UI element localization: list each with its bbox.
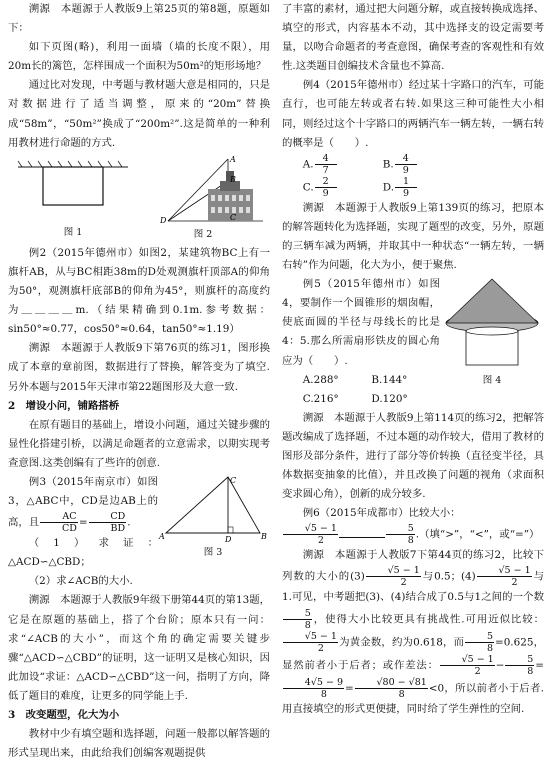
example-6: 例6（2015年成都市）比较大小： $\frac{√5 - 1}{2}$ $\frac{5}{8}$ .（填“>”，“<”，或“=”）: [282, 504, 544, 546]
example-2: 例2（2015年德州市）如图2，某建筑物BC上有一旗杆AB，从与BC相距38m的D处观测旗杆顶部A的仰角为50°，观测旗杆底部B的仰角为45°，则旗杆的高度约为＿＿＿＿m.（结果精确到0.1m.参考数据：sin50°≈0.77，cos50°≈0.64，tan50°≈1.19）: [8, 246, 270, 336]
left-p2: 如下页图(略)，利用一面墙（墙的长度不限），用20m长的篱笆，怎样围成一个面积为50m²的矩形场地？: [8, 41, 270, 73]
svg-text:A: A: [159, 531, 165, 541]
example-5: 例5（2015年德州市）如图4，要制作一个圆锥形的烟囱帽，使底面圆的半径与母线长的比是4：5.那么所需扇形铁皮的圆心角应为（ ）.: [282, 278, 440, 367]
label-a: A: [230, 154, 236, 164]
option5-b: B.144°: [371, 373, 408, 386]
building-flagpole-diagram: [138, 153, 268, 225]
right-p4: 溯源 本题源于人教版7下第44页的练习2，比较下列数的大小的(3) $\frac{√5 - 1}{2}$ 与0.5；(4) $\frac{√5 - 1}{2}$ 与1.可见，中考题把(3)、(4)结合成了0.5与1之间的一个数 $\frac{5}{8}$ ，使得大小比较更具有挑战性.可用近似比较： $\frac{√5 - 1}{2}$ 为黄金数，约为0.618，而 $\frac{5}{8}$ =0.625，显然前者小于后者；或作差法： $\frac{√5 - 1}{2}$ − $\frac{5}{8}$ = $\frac{4√5 - 9}{8}$ = $\frac{√80 - √81}{8}$ <0，所以前者小于后者.用直接填空的形式更便捷，同时给了学生弹性的空间.: [282, 549, 544, 715]
example-5-options: [282, 371, 440, 409]
label-c: C: [230, 212, 237, 222]
left-p7: 教材中少有填空题和选择题，问题一般都以解答题的形式呈现出来，由此给我们创编客观题提供: [8, 728, 270, 760]
option-d: D. $\frac{1}{9}$: [383, 176, 463, 199]
right-p2: 溯源 本题源于人教版9上第139页的练习，把原本的解答题转化为选择题，实现了题型的改变，另外，原题的三辆车减为两辆，并取其中一种状态“一辆左转，一辆右转”作为问题，化大为小，便于聚焦.: [282, 201, 544, 272]
right-column: [282, 0, 544, 768]
option5-a: A.288°: [302, 373, 339, 386]
right-p3: 溯源 本题源于人教版9上第114页的练习2，把解答题改编成了选择题，不过本题的动作较大，借用了教材的图形及部分条件，进行了部分等价转换（直径变半径，具体数据变抽象的比值），并且改换了问题的视角（求面积变求圆心角），创新的成分较多.: [282, 411, 544, 501]
answer-blank: [339, 527, 385, 538]
label-d: D: [160, 215, 167, 225]
example-3-stem: 例3（2015年南京市）如图3，△ABC中，CD是边AB上的高，且: [8, 475, 158, 529]
left-p6: 溯源 本题源于人教版9年级下册第44页的第13题，它是在原题的基础上，搭了个台阶；原本只有一问：求“∠ACB的大小”，而这个角的确定需要关键步骤“△ACD∽△CBD”的证明，这一证明又是核心知识，因此加设“求证：△ACD∽△CBD”这一问，指明了方向，降低了题目的难度，让更多的同学能上手.: [8, 594, 270, 702]
figure-1-caption: 图 1: [63, 226, 83, 238]
left-p5: 在原有题目的基础上，增设小问题，通过关键步骤的显性化搭建引桥，以满足命题者的立意需求，以期实现考查意图.这类创编有了些许的创意.: [8, 418, 270, 469]
question-1: （1）求证：△ACD∽△CBD；: [8, 537, 158, 569]
section-heading-2: 2 增设小问，铺路搭桥: [8, 399, 120, 412]
example-5-block: [282, 275, 544, 409]
question-2: （2）求∠ACB的大小.: [28, 575, 133, 588]
figure-2-caption: 图 2: [193, 228, 213, 240]
figure-3-caption: 图 3: [203, 546, 223, 558]
option-b: B. $\frac{4}{9}$: [383, 153, 463, 176]
option5-d: D.120°: [371, 392, 408, 405]
figure-2: [138, 153, 268, 244]
triangle-altitude-diagram: [158, 473, 268, 543]
fraction-ac-cd: $\frac{AC}{CD}$: [40, 511, 78, 534]
svg-text:C: C: [230, 475, 237, 485]
wall-fence-diagram: [8, 153, 138, 223]
left-column: [8, 0, 270, 768]
left-p4: 溯源 本题源于人教版9下第76页的练习1，图形换成了本章的章前图，数据进行了替换，解答变为了填空.另外本题与2015年天津市第22题图形及大意一致.: [8, 342, 270, 393]
figure-4: [440, 275, 544, 409]
figure-1: [8, 153, 138, 244]
right-p1: 了丰富的素材，通过把大问题分解，或直接转换成选择、填空的形式，内容基本不动，其中选择支的设定需要考量，以吻合命题者的考查意图，确保考查的客观性和有效性.这类题目创编技术含量也不算高.: [282, 3, 544, 73]
left-p3: 通过比对发现，中考题与教材题大意是相同的，只是对数据进行了适当调整，原来的“20m”替换成“58m”，“50m²”换成了“200m²”.这是简单的一种利用教材进行命题的方式.: [8, 79, 270, 149]
left-p1: 溯源 本题源于人教版9上第25页的第8题，原题如下：: [8, 3, 270, 35]
fraction-cd-bd: $\frac{CD}{BD}$: [89, 511, 127, 534]
svg-text:B: B: [261, 531, 267, 541]
option5-c: C.216°: [302, 392, 339, 405]
svg-text:D: D: [225, 534, 232, 543]
section-heading-3: 3 改变题型，化大为小: [8, 709, 120, 721]
figure-3: [158, 473, 268, 572]
label-b: B: [230, 174, 236, 184]
option-c: C. $\frac{2}{9}$: [303, 176, 383, 199]
figure-row-1-2: [8, 153, 270, 244]
option-a: A. $\frac{4}{7}$: [303, 153, 383, 176]
figure-4-caption: 图 4: [482, 375, 502, 387]
chimney-cap-diagram: [440, 275, 544, 371]
example-3-text: 例3（2015年南京市）如图3，△ABC中，CD是边AB上的高，且 $\frac{AC}{CD}$ = $\frac{CD}{BD}$ . （1）求证：△ACD∽△CBD；: [8, 473, 158, 572]
example-3-block: [8, 473, 270, 572]
example-4: 例4（2015年德州市）经过某十字路口的汽车，可能直行，也可能左转或者右转.如果这三种可能性大小相同，则经过这个十字路口的两辆汽车一辆左转，一辆右转的概率是（ ）.: [282, 79, 544, 149]
example-4-options: [282, 153, 463, 199]
